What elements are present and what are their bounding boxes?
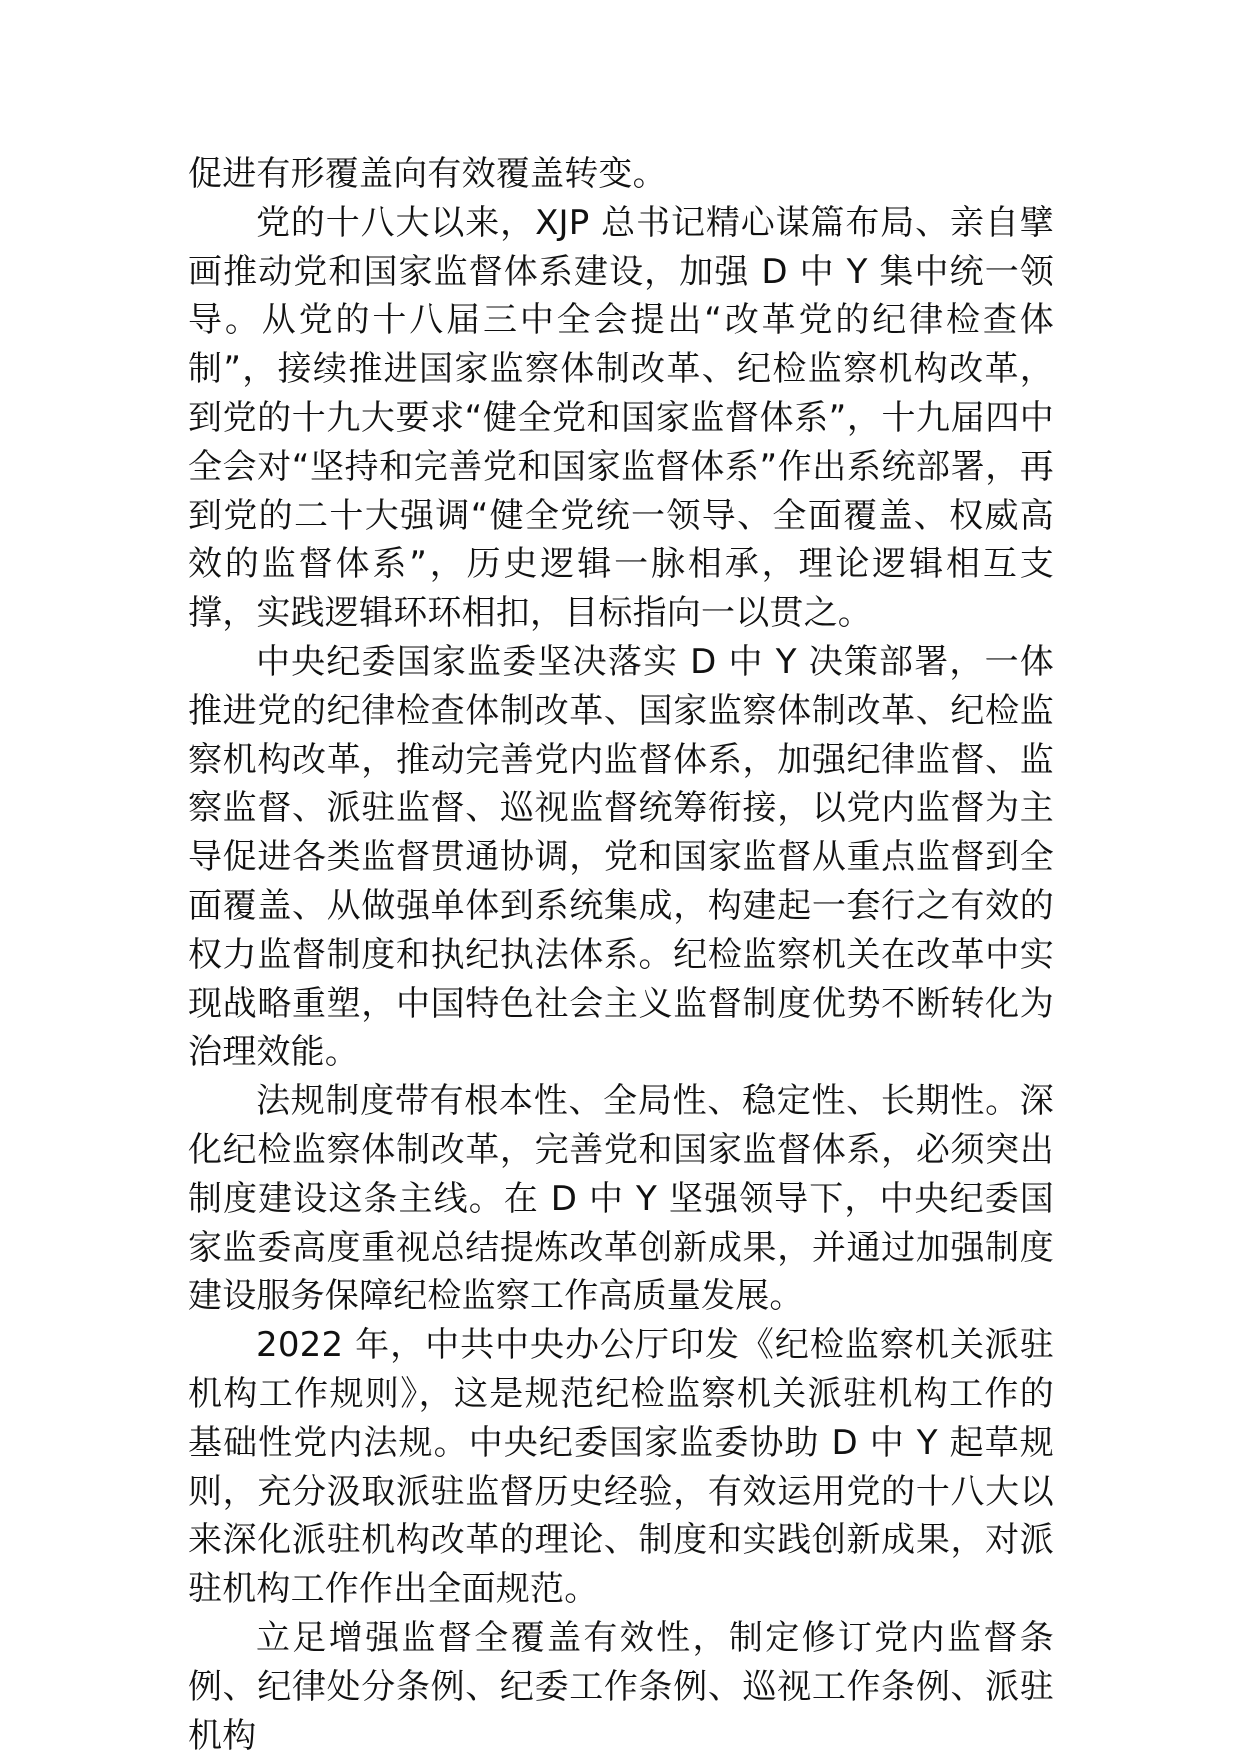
paragraph: 立足增强监督全覆盖有效性，制定修订党内监督条例、纪律处分条例、纪委工作条例、巡视工作条例、派驻机构: [188, 1617, 1054, 1756]
paragraph-continuation: 促进有形覆盖向有效覆盖转变。: [188, 154, 667, 194]
paragraph: 法规制度带有根本性、全局性、稳定性、长期性。深化纪检监察体制改革，完善党和国家监督体系，必须突出制度建设这条主线。在 D 中 Y 坚强领导下，中央纪委国家监委高度重视总结提炼改革创新成果，并通过加强制度建设服务保障纪检监察工作高质量发展。: [188, 1081, 1054, 1317]
document-body: [188, 150, 1054, 1760]
paragraph: 2022 年，中共中央办公厅印发《纪检监察机关派驻机构工作规则》，这是规范纪检监察机关派驻机构工作的基础性党内法规。中央纪委国家监委协助 D 中 Y 起草规则，充分汲取派驻监督历史经验，有效运用党的十八大以来深化派驻机构改革的理论、制度和实践创新成果，对派驻机构工作作出全面规范。: [188, 1325, 1054, 1610]
paragraph: 中央纪委国家监委坚决落实 D 中 Y 决策部署，一体推进党的纪律检查体制改革、国家监察体制改革、纪检监察机构改革，推动完善党内监督体系，加强纪律监督、监察监督、派驻监督、巡视监督统筹衔接，以党内监督为主导促进各类监督贯通协调，党和国家监督从重点监督到全面覆盖、从做强单体到系统集成，构建起一套行之有效的权力监督制度和执纪执法体系。纪检监察机关在改革中实现战略重塑，中国特色社会主义监督制度优势不断转化为治理效能。: [188, 641, 1054, 1073]
paragraph: 党的十八大以来，XJP 总书记精心谋篇布局、亲自擘画推动党和国家监督体系建设，加强 D 中 Y 集中统一领导。从党的十八届三中全会提出“改革党的纪律检查体制”，接续推进国家监察体制改革、纪检监察机构改革，到党的十九大要求“健全党和国家监督体系”，十九届四中全会对“坚持和完善党和国家监督体系”作出系统部署，再到党的二十大强调“健全党统一领导、全面覆盖、权威高效的监督体系”，历史逻辑一脉相承，理论逻辑相互支撑，实践逻辑环环相扣，目标指向一以贯之。: [188, 202, 1054, 634]
